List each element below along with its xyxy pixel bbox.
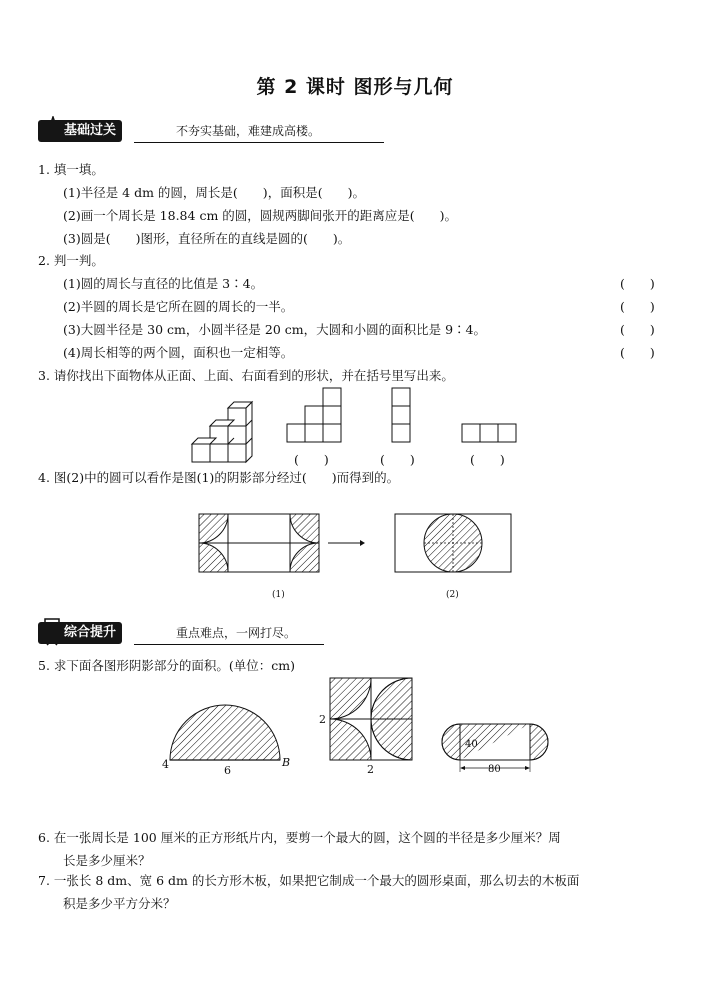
q3-stem: 3. 请你找出下面物体从正面、上面、右面看到的形状，并在括号里写出来。	[38, 368, 454, 383]
q7-line-2: 积是多少平方分米？	[63, 896, 176, 911]
q5-fig2-label-left: 2	[319, 713, 326, 726]
q2-item-4: (4)周长相等的两个圆，面积也一定相等。	[63, 345, 294, 360]
q5-figure-3-track	[438, 720, 554, 778]
q7-line-1: 7. 一张长 8 dm、宽 6 dm 的长方形木板，如果把它制成一个最大的圆形桌面，那么切去的木板面	[38, 873, 580, 888]
q5-fig3-label-width: 80	[488, 764, 501, 775]
section-label: 综合提升	[38, 622, 122, 644]
q5-fig2-label-bottom: 2	[367, 763, 374, 776]
q3-answer-blank-1: ( )	[294, 452, 329, 467]
q5-fig1-label-right: B	[282, 756, 290, 769]
q3-cube-stack-figure	[190, 396, 260, 466]
q4-figure-2	[394, 513, 518, 577]
q3-view-a-figure	[285, 386, 345, 444]
q5-figure-1-semicircle	[160, 700, 290, 778]
q2-answer-blank-1: ( )	[620, 276, 655, 291]
section-label: 基础过关	[38, 120, 122, 142]
q2-item-2: (2)半圆的周长是它所在圆的周长的一半。	[63, 299, 294, 314]
section-slogan: 不夯实基础，难建成高楼。	[176, 124, 321, 138]
q4-caption-2: (2)	[446, 590, 459, 600]
q1-stem: 1. 填一填。	[38, 162, 104, 177]
q5-fig3-label-height: 40	[465, 739, 478, 750]
q4-figure-1	[198, 513, 322, 577]
q5-fig1-label-bottom: 6	[224, 764, 231, 777]
q4-stem: 4. 图(2)中的圆可以看作是图(1)的阴影部分经过( )而得到的。	[38, 470, 400, 485]
q2-answer-blank-4: ( )	[620, 345, 655, 360]
q2-answer-blank-2: ( )	[620, 299, 655, 314]
q1-item-2: (2)画一个周长是 18.84 cm 的圆，圆规两脚间张开的距离应是( )。	[63, 208, 458, 223]
banner-underline	[134, 644, 324, 645]
banner-underline	[134, 142, 384, 143]
q5-fig1-label-left: 4	[162, 758, 169, 771]
q6-line-2: 长是多少厘米？	[63, 853, 151, 868]
arrow-right-icon	[326, 536, 366, 550]
q6-line-1: 6. 在一张周长是 100 厘米的正方形纸片内，要剪一个最大的圆，这个圆的半径是多少厘米？周	[38, 830, 561, 845]
page-title: 第 2 课时 图形与几何	[256, 76, 454, 98]
q1-item-1: (1)半径是 4 dm 的圆，周长是( )，面积是( )。	[63, 185, 365, 200]
q3-view-c-figure	[460, 422, 520, 444]
q2-item-1: (1)圆的周长与直径的比值是 3∶4。	[63, 276, 264, 291]
q2-item-3: (3)大圆半径是 30 cm，小圆半径是 20 cm，大圆和小圆的面积比是 9∶4。	[63, 322, 486, 337]
q3-answer-blank-3: ( )	[470, 452, 505, 467]
q3-view-b-figure	[388, 386, 416, 444]
section-slogan: 重点难点，一网打尽。	[176, 626, 297, 640]
q4-caption-1: (1)	[272, 590, 285, 600]
q2-answer-blank-3: ( )	[620, 322, 655, 337]
q5-figure-2-square	[316, 676, 416, 776]
q2-stem: 2. 判一判。	[38, 253, 104, 268]
q1-item-3: (3)圆是( )图形，直径所在的直线是圆的( )。	[63, 231, 351, 246]
q3-answer-blank-2: ( )	[380, 452, 415, 467]
q5-stem: 5. 求下面各图形阴影部分的面积。(单位：cm)	[38, 658, 296, 673]
